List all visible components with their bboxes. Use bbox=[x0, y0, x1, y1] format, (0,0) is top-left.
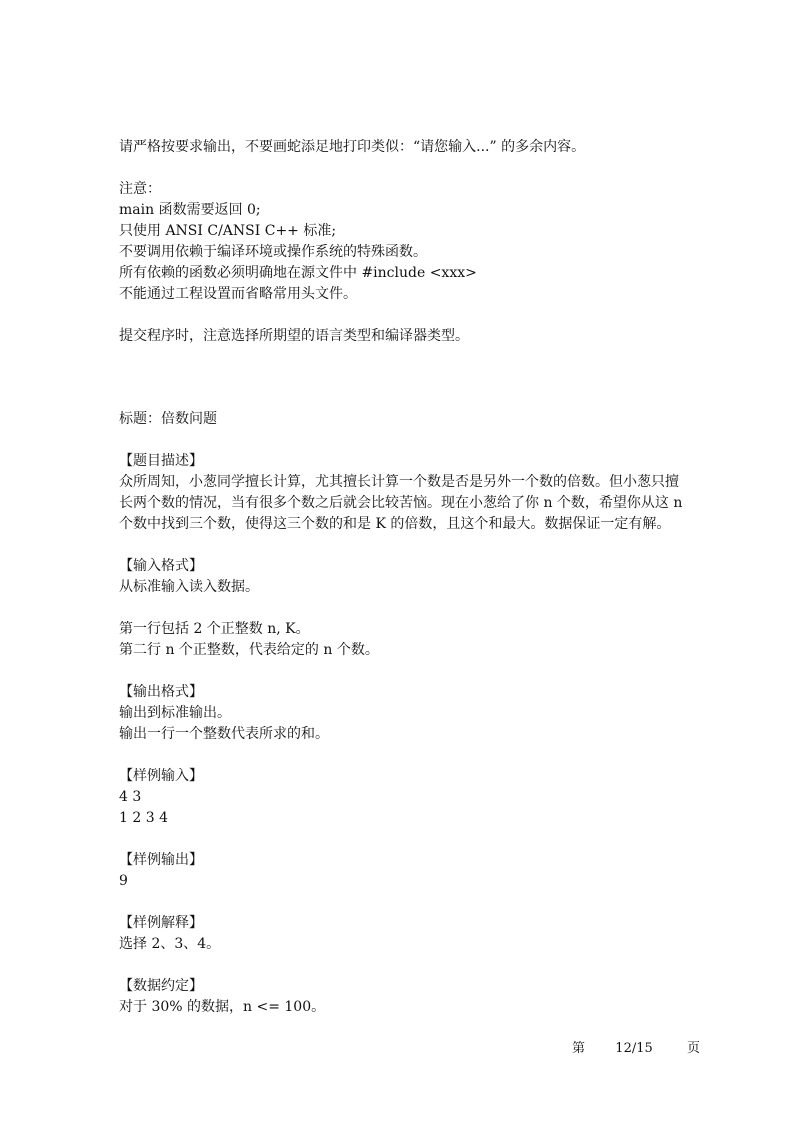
note-item: 所有依赖的函数必须明确地在源文件中 #include <xxx> bbox=[119, 265, 477, 281]
description-line: 个数中找到三个数，使得这三个数的和是 K 的倍数，且这个和最大。数据保证一定有解。 bbox=[119, 516, 671, 532]
output-rule-text: 请严格按要求输出，不要画蛇添足地打印类似：“请您输入...” 的多余内容。 bbox=[119, 139, 586, 155]
section-heading-input: 【输入格式】 bbox=[119, 558, 203, 574]
output-format-line: 输出一行一个整数代表所求的和。 bbox=[119, 726, 329, 742]
explanation-line: 选择 2、3、4。 bbox=[119, 936, 221, 952]
note-item: 不能通过工程设置而省略常用头文件。 bbox=[119, 286, 357, 302]
page-number: 12/15 bbox=[615, 1041, 653, 1056]
section-heading-output: 【输出格式】 bbox=[119, 684, 203, 700]
input-format-line: 第一行包括 2 个正整数 n, K。 bbox=[119, 621, 310, 637]
section-heading-sample-output: 【样例输出】 bbox=[119, 852, 203, 868]
input-format-line: 第二行 n 个正整数，代表给定的 n 个数。 bbox=[119, 642, 379, 658]
constraint-line: 对于 30% 的数据，n <= 100。 bbox=[119, 999, 326, 1015]
description-line: 长两个数的情况，当有很多个数之后就会比较苦恼。现在小葱给了你 n 个数，希望你从这 n bbox=[119, 495, 683, 511]
section-heading-explanation: 【样例解释】 bbox=[119, 915, 203, 931]
note-item: 不要调用依赖于编译环境或操作系统的特殊函数。 bbox=[119, 244, 427, 260]
footer-prefix: 第 bbox=[572, 1041, 586, 1056]
submit-note: 提交程序时，注意选择所期望的语言类型和编译器类型。 bbox=[119, 328, 469, 344]
sample-input-line: 1 2 3 4 bbox=[119, 810, 168, 826]
page-footer bbox=[572, 1040, 700, 1058]
sample-output-line: 9 bbox=[119, 873, 128, 889]
description-line: 众所周知，小葱同学擅长计算，尤其擅长计算一个数是否是另外一个数的倍数。但小葱只擅 bbox=[119, 474, 679, 490]
problem-title: 标题：倍数问题 bbox=[119, 411, 217, 427]
section-heading-constraints: 【数据约定】 bbox=[119, 978, 203, 994]
section-heading-sample-input: 【样例输入】 bbox=[119, 768, 203, 784]
output-format-line: 输出到标准输出。 bbox=[119, 705, 231, 721]
footer-suffix: 页 bbox=[687, 1041, 701, 1056]
note-item: 只使用 ANSI C/ANSI C++ 标准; bbox=[119, 223, 337, 239]
note-title: 注意： bbox=[119, 181, 161, 197]
note-item: main 函数需要返回 0; bbox=[119, 202, 261, 218]
section-heading-description: 【题目描述】 bbox=[119, 453, 203, 469]
sample-input-line: 4 3 bbox=[119, 789, 142, 805]
input-format-line: 从标准输入读入数据。 bbox=[119, 579, 259, 595]
